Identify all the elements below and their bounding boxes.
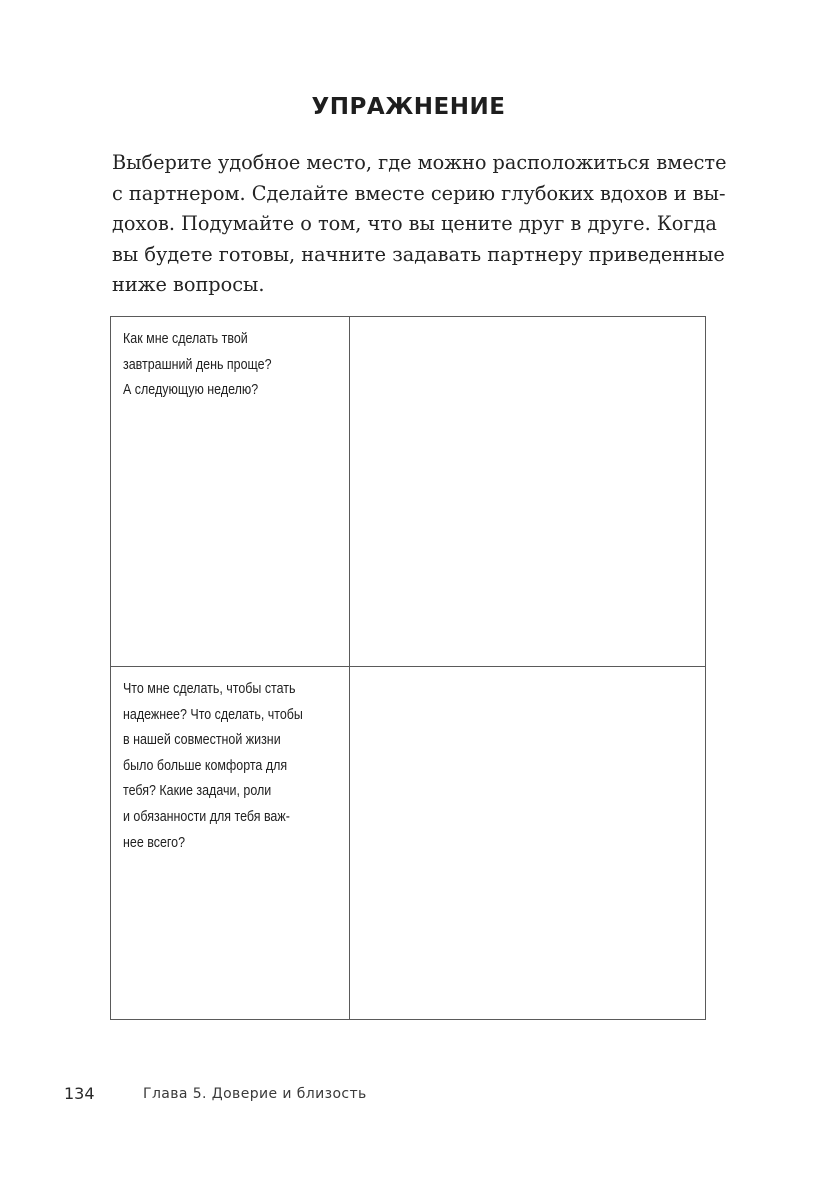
question-line: нее всего? [123, 834, 186, 851]
exercise-intro [112, 148, 727, 301]
intro-line: вы будете готовы, начните задавать партнеру приведенные [112, 242, 725, 266]
intro-line: с партнером. Сделайте вместе серию глубоких вдохов и вы- [112, 181, 726, 205]
question-line: завтрашний день проще? [123, 356, 272, 373]
question-line: и обязанности для тебя важ- [123, 808, 290, 825]
intro-line: Выберите удобное место, где можно расположиться вместе [112, 151, 727, 174]
question-line: Как мне сделать твой [123, 331, 248, 347]
page-number: 134 [64, 1084, 95, 1103]
running-footer-chapter: Глава 5. Доверие и близость [143, 1086, 367, 1102]
question-cell-1 [111, 317, 350, 667]
answer-cell-1[interactable] [350, 317, 705, 667]
question-line: было больше комфорта для [123, 757, 288, 774]
intro-line: дохов. Подумайте о том, что вы цените друг в друге. Когда [112, 212, 717, 236]
question-line: в нашей совместной жизни [123, 732, 281, 749]
exercise-heading: УПРАЖНЕНИЕ [311, 94, 506, 120]
question-line: тебя? Какие задачи, роли [123, 783, 272, 800]
question-text-1 [123, 327, 314, 404]
intro-line: ниже вопросы. [112, 273, 265, 297]
question-line: Что мне сделать, чтобы стать [123, 681, 296, 697]
answer-cell-2[interactable] [350, 667, 705, 1019]
question-text-2 [123, 677, 314, 856]
questions-table [110, 316, 706, 1020]
question-line: А следующую неделю? [123, 382, 259, 399]
question-line: надежнее? Что сделать, чтобы [123, 706, 303, 723]
question-cell-2 [111, 667, 350, 1019]
